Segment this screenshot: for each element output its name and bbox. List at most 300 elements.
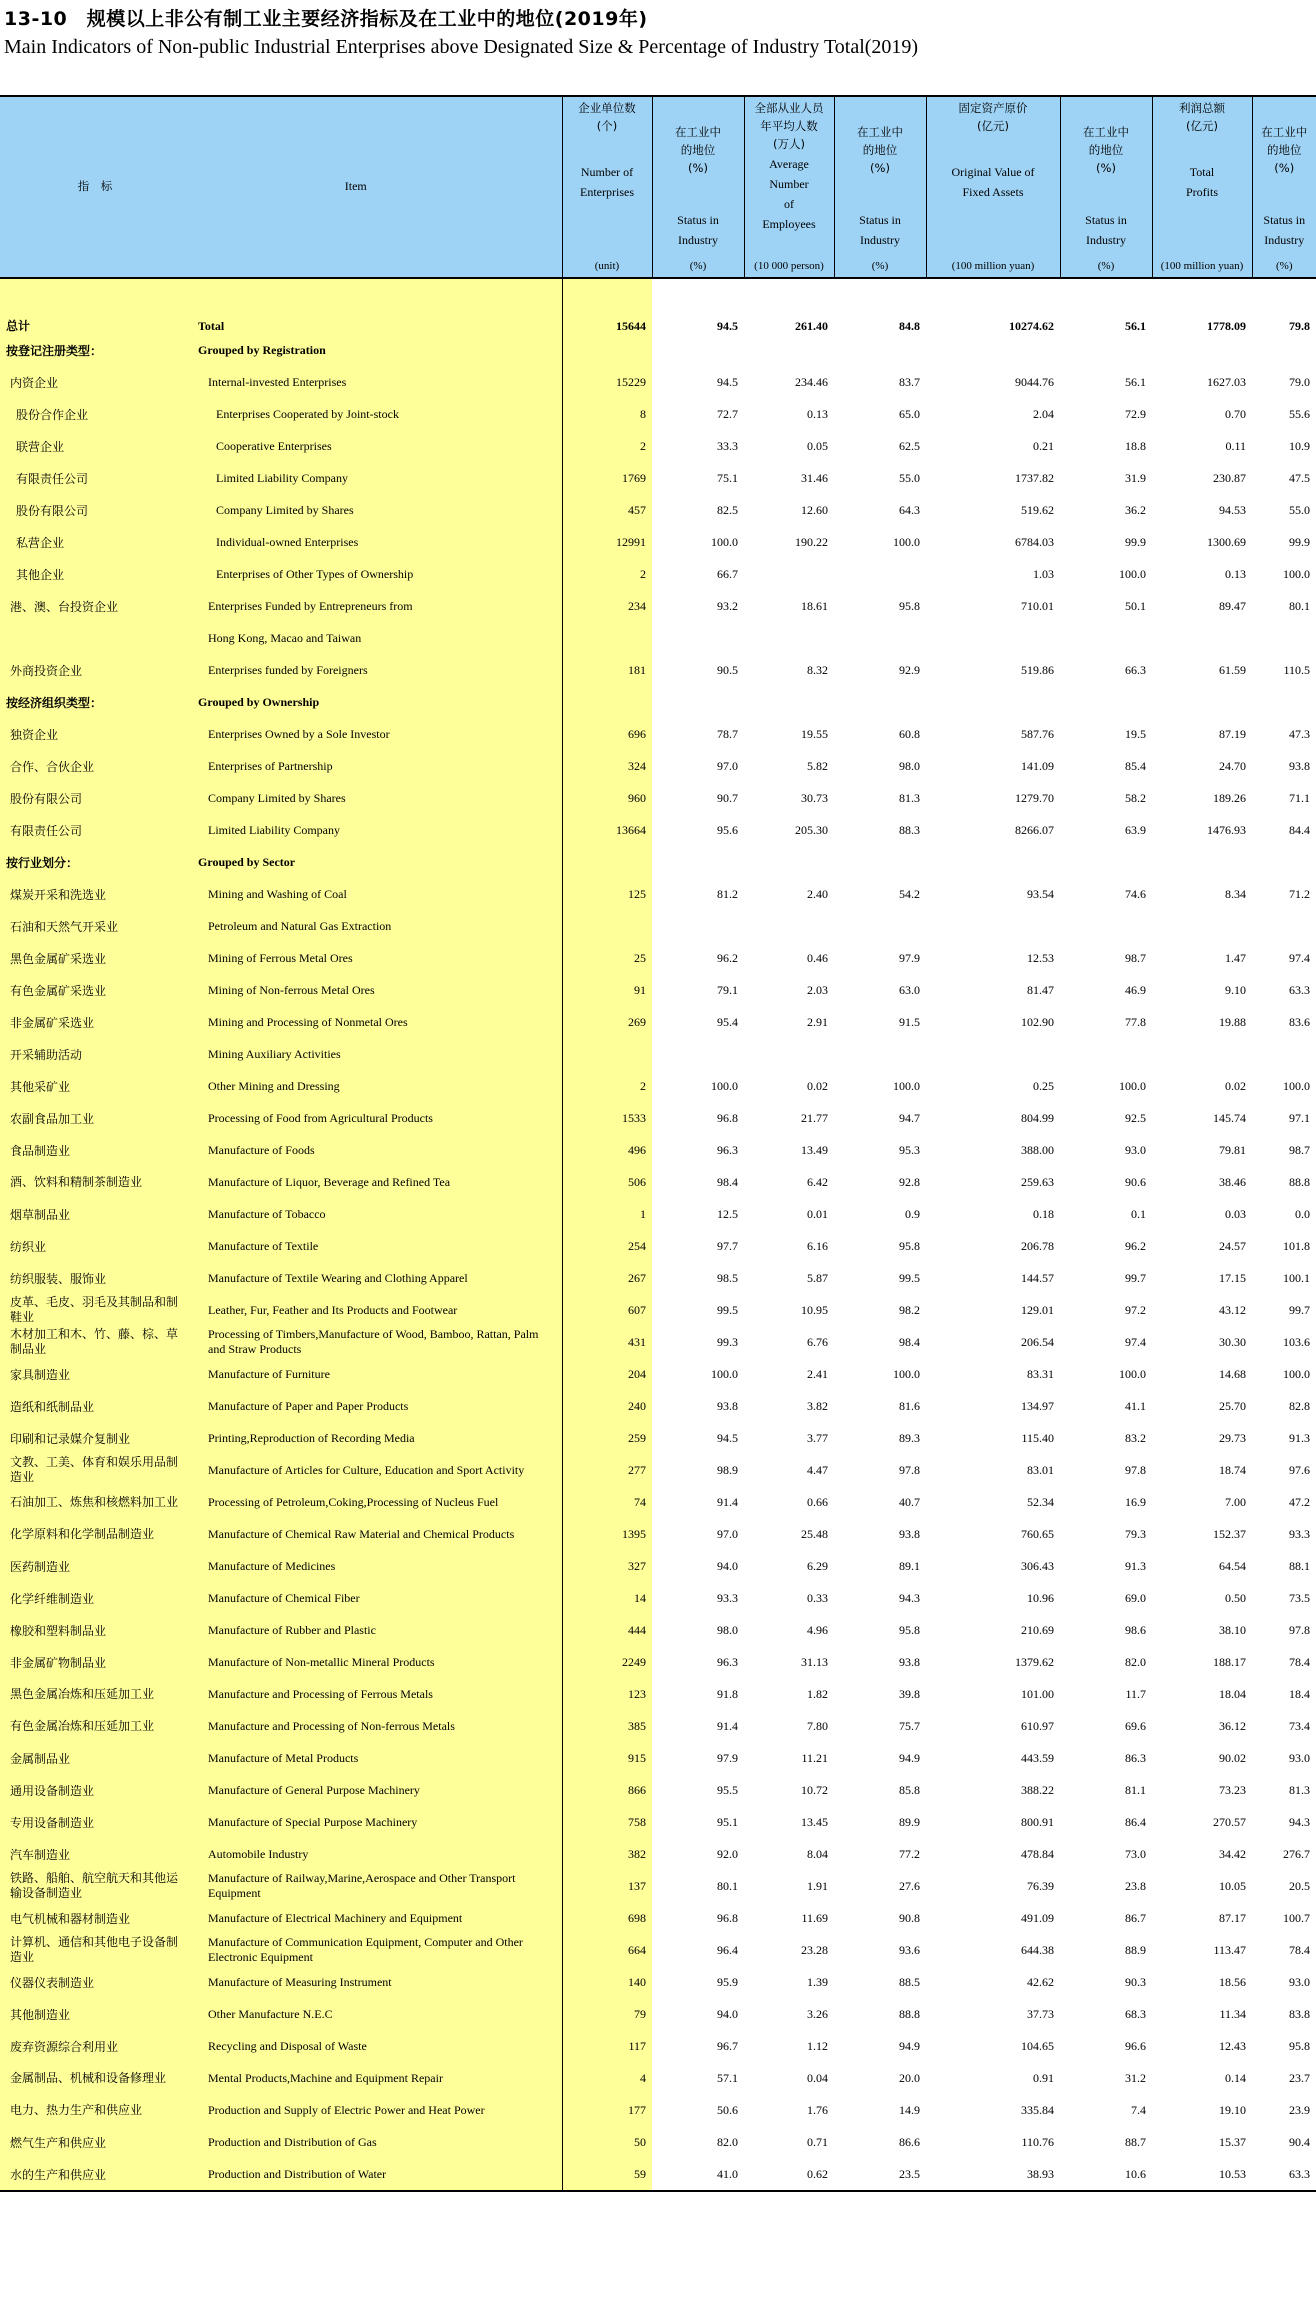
row-value-col1: 324 <box>562 750 652 782</box>
row-value-col3: 0.71 <box>744 2126 834 2158</box>
row-value-col3: 0.02 <box>744 1070 834 1102</box>
row-label-en: Manufacture and Processing of Non-ferrous Metals <box>190 1710 562 1742</box>
table-row <box>0 1102 1316 1134</box>
row-label-cn: 非金属矿物制品业 <box>0 1646 190 1678</box>
row-value-col8: 73.5 <box>1252 1582 1316 1614</box>
row-value-col8: 71.1 <box>1252 782 1316 814</box>
row-value-col5: 129.01 <box>926 1294 1060 1326</box>
header-col7-unit: (100 million yuan) <box>1160 260 1244 272</box>
row-value-col6 <box>1060 846 1152 878</box>
row-value-col3: 1.76 <box>744 2094 834 2126</box>
row-value-col3 <box>744 558 834 590</box>
table-row <box>0 654 1316 686</box>
row-value-col5: 587.76 <box>926 718 1060 750</box>
row-value-col1: 79 <box>562 1998 652 2030</box>
table-row <box>0 366 1316 398</box>
row-label-en: Manufacture of Paper and Paper Products <box>190 1390 562 1422</box>
table-row <box>0 430 1316 462</box>
row-label-en: Other Manufacture N.E.C <box>190 1998 562 2030</box>
row-value-col6: 72.9 <box>1060 398 1152 430</box>
row-value-col3: 11.69 <box>744 1902 834 1934</box>
row-value-col4: 97.9 <box>834 942 926 974</box>
row-label-cn: 汽车制造业 <box>0 1838 190 1870</box>
row-value-col4 <box>834 622 926 654</box>
row-value-col2: 90.7 <box>652 782 744 814</box>
table-row <box>0 334 1316 366</box>
row-value-col3: 6.16 <box>744 1230 834 1262</box>
row-value-col5: 388.22 <box>926 1774 1060 1806</box>
table-row <box>0 1262 1316 1294</box>
row-value-col8: 84.4 <box>1252 814 1316 846</box>
row-value-col2: 95.9 <box>652 1966 744 1998</box>
row-value-col7 <box>1152 334 1252 366</box>
row-value-col3: 234.46 <box>744 366 834 398</box>
row-value-col4: 23.5 <box>834 2158 926 2191</box>
row-value-col7: 10.05 <box>1152 1870 1252 1902</box>
header-col1-cn-line: 企业单位数 <box>578 101 636 115</box>
row-value-col8: 79.0 <box>1252 366 1316 398</box>
row-value-col3: 21.77 <box>744 1102 834 1134</box>
row-value-col3: 0.33 <box>744 1582 834 1614</box>
row-value-col5: 206.54 <box>926 1326 1060 1358</box>
table-body <box>0 278 1316 2191</box>
row-value-col5: 42.62 <box>926 1966 1060 1998</box>
row-label-cn: 计算机、通信和其他电子设备制造业 <box>0 1934 190 1966</box>
row-value-col1: 1 <box>562 1198 652 1230</box>
row-value-col1: 457 <box>562 494 652 526</box>
row-value-col3: 5.82 <box>744 750 834 782</box>
header-col4-cn-line: 在工业中 <box>857 125 903 139</box>
row-value-col3: 0.01 <box>744 1198 834 1230</box>
row-value-col7: 24.57 <box>1152 1230 1252 1262</box>
row-value-col7: 24.70 <box>1152 750 1252 782</box>
row-value-col5: 38.93 <box>926 2158 1060 2191</box>
header-col3-en-line: Employees <box>762 217 816 231</box>
row-label-en: Processing of Food from Agricultural Products <box>190 1102 562 1134</box>
table-row <box>0 1390 1316 1422</box>
row-value-col6: 99.7 <box>1060 1262 1152 1294</box>
row-value-col6: 58.2 <box>1060 782 1152 814</box>
row-value-col4: 100.0 <box>834 1070 926 1102</box>
row-value-col2 <box>652 622 744 654</box>
row-value-col7: 90.02 <box>1152 1742 1252 1774</box>
row-value-col6: 50.1 <box>1060 590 1152 622</box>
row-label-cn: 通用设备制造业 <box>0 1774 190 1806</box>
indicators-table <box>0 95 1316 2192</box>
row-label-en: Total <box>190 278 562 334</box>
row-value-col6 <box>1060 334 1152 366</box>
row-label-en: Manufacture of Chemical Raw Material and Chemical Products <box>190 1518 562 1550</box>
row-value-col5: 491.09 <box>926 1902 1060 1934</box>
table-title-cn: 13-10 规模以上非公有制工业主要经济指标及在工业中的地位(2019年) <box>4 8 648 30</box>
row-label-cn: 纺织业 <box>0 1230 190 1262</box>
table-row <box>0 1550 1316 1582</box>
row-value-col1: 1533 <box>562 1102 652 1134</box>
header-col7-cn-line: 利润总额 <box>1179 101 1225 115</box>
row-value-col2: 97.9 <box>652 1742 744 1774</box>
row-value-col8: 100.0 <box>1252 558 1316 590</box>
row-value-col5: 804.99 <box>926 1102 1060 1134</box>
row-label-en: Grouped by Ownership <box>190 686 562 718</box>
row-value-col5: 12.53 <box>926 942 1060 974</box>
row-value-col8: 23.7 <box>1252 2062 1316 2094</box>
table-title-en: Main Indicators of Non-public Industrial Enterprises above Designated Size & Percentage of Industry Total(2019) <box>4 36 919 58</box>
row-label-en: Manufacture of Furniture <box>190 1358 562 1390</box>
row-label-en: Mining Auxiliary Activities <box>190 1038 562 1070</box>
table-row <box>0 590 1316 622</box>
row-value-col8: 99.7 <box>1252 1294 1316 1326</box>
row-value-col6: 90.6 <box>1060 1166 1152 1198</box>
row-value-col4 <box>834 1038 926 1070</box>
row-value-col7: 1627.03 <box>1152 366 1252 398</box>
row-value-col2: 94.0 <box>652 1550 744 1582</box>
row-value-col5: 443.59 <box>926 1742 1060 1774</box>
row-value-col8: 23.9 <box>1252 2094 1316 2126</box>
row-value-col5 <box>926 686 1060 718</box>
row-value-col1: 15644 <box>562 278 652 334</box>
row-label-en: Manufacture of Communication Equipment, Computer and Other Electronic Equipment <box>190 1934 562 1966</box>
row-value-col4: 94.3 <box>834 1582 926 1614</box>
header-col8-en-line: Industry <box>1264 233 1305 247</box>
row-value-col7: 25.70 <box>1152 1390 1252 1422</box>
header-col2-en-line: Industry <box>678 233 718 247</box>
row-value-col6: 85.4 <box>1060 750 1152 782</box>
row-value-col6: 91.3 <box>1060 1550 1152 1582</box>
header-col1-unit: (unit) <box>594 260 620 272</box>
row-value-col8: 93.8 <box>1252 750 1316 782</box>
row-value-col6 <box>1060 1038 1152 1070</box>
row-value-col7: 0.02 <box>1152 1070 1252 1102</box>
row-value-col5: 644.38 <box>926 1934 1060 1966</box>
row-value-col3: 0.04 <box>744 2062 834 2094</box>
row-label-en: Manufacture of Chemical Fiber <box>190 1582 562 1614</box>
row-value-col3 <box>744 334 834 366</box>
table-row <box>0 2094 1316 2126</box>
row-value-col4: 39.8 <box>834 1678 926 1710</box>
row-value-col8: 276.7 <box>1252 1838 1316 1870</box>
row-value-col2: 97.0 <box>652 1518 744 1550</box>
row-value-col5: 206.78 <box>926 1230 1060 1262</box>
row-value-col7: 1778.09 <box>1152 278 1252 334</box>
header-col5-unit: (100 million yuan) <box>951 260 1035 272</box>
row-value-col5: 610.97 <box>926 1710 1060 1742</box>
header-col8-unit: (%) <box>1276 260 1293 272</box>
header-col3-en-line: Average <box>769 157 809 171</box>
row-value-col5: 93.54 <box>926 878 1060 910</box>
row-value-col2: 94.5 <box>652 1422 744 1454</box>
row-value-col7: 113.47 <box>1152 1934 1252 1966</box>
row-label-en: Mental Products,Machine and Equipment Repair <box>190 2062 562 2094</box>
row-value-col3 <box>744 686 834 718</box>
row-label-cn: 皮革、毛皮、羽毛及其制品和制鞋业 <box>0 1294 190 1326</box>
row-value-col3: 8.04 <box>744 1838 834 1870</box>
table-row <box>0 1070 1316 1102</box>
row-value-col7: 43.12 <box>1152 1294 1252 1326</box>
row-value-col1 <box>562 686 652 718</box>
row-label-cn: 私营企业 <box>0 526 190 558</box>
table-row <box>0 1614 1316 1646</box>
header-col-enterprises <box>562 96 652 278</box>
row-label-en: Production and Distribution of Gas <box>190 2126 562 2158</box>
header-col5-en-line: Original Value of <box>951 165 1035 179</box>
row-value-col4: 100.0 <box>834 1358 926 1390</box>
row-label-cn: 有限责任公司 <box>0 462 190 494</box>
row-label-cn: 有色金属冶炼和压延加工业 <box>0 1710 190 1742</box>
row-value-col4: 77.2 <box>834 1838 926 1870</box>
header-col5-cn-line: 固定资产原价 <box>958 101 1028 115</box>
row-value-col3: 0.66 <box>744 1486 834 1518</box>
row-label-cn: 按行业划分： <box>0 846 190 878</box>
row-value-col1: 177 <box>562 2094 652 2126</box>
header-col6-en-line: Status in <box>1085 213 1127 227</box>
row-value-col2 <box>652 334 744 366</box>
row-value-col7 <box>1152 910 1252 942</box>
row-value-col2: 57.1 <box>652 2062 744 2094</box>
row-value-col2: 98.5 <box>652 1262 744 1294</box>
row-value-col7: 94.53 <box>1152 494 1252 526</box>
row-value-col7: 145.74 <box>1152 1102 1252 1134</box>
row-label-en: Mining of Ferrous Metal Ores <box>190 942 562 974</box>
row-value-col7 <box>1152 622 1252 654</box>
row-label-cn: 黑色金属矿采选业 <box>0 942 190 974</box>
row-value-col3: 2.91 <box>744 1006 834 1038</box>
row-value-col1: 2249 <box>562 1646 652 1678</box>
row-value-col5: 760.65 <box>926 1518 1060 1550</box>
table-row <box>0 1838 1316 1870</box>
table-row <box>0 1038 1316 1070</box>
row-label-en: Individual-owned Enterprises <box>190 526 562 558</box>
row-label-en: Manufacture of Electrical Machinery and Equipment <box>190 1902 562 1934</box>
header-col3-cn-line: (万人) <box>773 137 805 151</box>
row-label-cn: 黑色金属冶炼和压延加工业 <box>0 1678 190 1710</box>
row-value-col1: 117 <box>562 2030 652 2062</box>
row-value-col6: 11.7 <box>1060 1678 1152 1710</box>
header-col3-en-line: Number <box>769 177 809 191</box>
row-label-cn: 金属制品、机械和设备修理业 <box>0 2062 190 2094</box>
row-value-col8 <box>1252 334 1316 366</box>
row-value-col8 <box>1252 686 1316 718</box>
row-value-col6: 56.1 <box>1060 366 1152 398</box>
row-value-col1: 254 <box>562 1230 652 1262</box>
row-value-col7: 0.03 <box>1152 1198 1252 1230</box>
row-value-col2: 93.8 <box>652 1390 744 1422</box>
row-value-col8: 10.9 <box>1252 430 1316 462</box>
row-label-en: Internal-invested Enterprises <box>190 366 562 398</box>
row-value-col7: 29.73 <box>1152 1422 1252 1454</box>
row-label-en: Leather, Fur, Feather and Its Products and Footwear <box>190 1294 562 1326</box>
row-value-col4 <box>834 334 926 366</box>
row-value-col1: 496 <box>562 1134 652 1166</box>
row-value-col5: 478.84 <box>926 1838 1060 1870</box>
row-value-col5 <box>926 910 1060 942</box>
row-value-col3: 12.60 <box>744 494 834 526</box>
row-value-col8: 55.6 <box>1252 398 1316 430</box>
row-value-col6: 69.6 <box>1060 1710 1152 1742</box>
row-value-col2 <box>652 686 744 718</box>
row-value-col2: 95.6 <box>652 814 744 846</box>
row-label-cn: 电气机械和器材制造业 <box>0 1902 190 1934</box>
row-value-col1: 506 <box>562 1166 652 1198</box>
row-value-col4: 91.5 <box>834 1006 926 1038</box>
row-label-cn: 合作、合伙企业 <box>0 750 190 782</box>
row-value-col8 <box>1252 1038 1316 1070</box>
table-row <box>0 1518 1316 1550</box>
row-value-col6: 41.1 <box>1060 1390 1152 1422</box>
row-value-col6: 93.0 <box>1060 1134 1152 1166</box>
row-value-col2 <box>652 1038 744 1070</box>
row-value-col5: 6784.03 <box>926 526 1060 558</box>
row-value-col2 <box>652 910 744 942</box>
row-value-col8: 93.0 <box>1252 1966 1316 1998</box>
header-indicator-cn-text: 指 标 <box>77 179 113 193</box>
table-row <box>0 1966 1316 1998</box>
row-label-en: Printing,Reproduction of Recording Media <box>190 1422 562 1454</box>
row-value-col5: 1.03 <box>926 558 1060 590</box>
row-value-col5: 335.84 <box>926 2094 1060 2126</box>
table-row <box>0 398 1316 430</box>
row-value-col1: 25 <box>562 942 652 974</box>
row-value-col1: 1395 <box>562 1518 652 1550</box>
row-value-col1: 12991 <box>562 526 652 558</box>
table-row <box>0 1902 1316 1934</box>
table-row <box>0 278 1316 334</box>
row-value-col4: 97.8 <box>834 1454 926 1486</box>
row-value-col7: 15.37 <box>1152 2126 1252 2158</box>
row-value-col8: 55.0 <box>1252 494 1316 526</box>
row-value-col2: 100.0 <box>652 526 744 558</box>
row-value-col8: 88.1 <box>1252 1550 1316 1582</box>
row-value-col4: 92.9 <box>834 654 926 686</box>
row-value-col4: 94.9 <box>834 2030 926 2062</box>
row-label-en: Manufacture of Special Purpose Machinery <box>190 1806 562 1838</box>
row-value-col6: 99.9 <box>1060 526 1152 558</box>
row-value-col2: 82.0 <box>652 2126 744 2158</box>
row-value-col5: 110.76 <box>926 2126 1060 2158</box>
row-value-col3: 23.28 <box>744 1934 834 1966</box>
row-label-en: Limited Liability Company <box>190 462 562 494</box>
row-value-col2: 99.5 <box>652 1294 744 1326</box>
row-value-col4: 94.7 <box>834 1102 926 1134</box>
row-value-col1 <box>562 622 652 654</box>
row-value-col8: 78.4 <box>1252 1646 1316 1678</box>
row-value-col2: 72.7 <box>652 398 744 430</box>
row-value-col3: 3.82 <box>744 1390 834 1422</box>
row-value-col6 <box>1060 686 1152 718</box>
row-value-col2: 98.0 <box>652 1614 744 1646</box>
header-col6-cn-line: 的地位 <box>1088 143 1124 157</box>
row-value-col1: 204 <box>562 1358 652 1390</box>
row-value-col8: 78.4 <box>1252 1934 1316 1966</box>
row-value-col2 <box>652 846 744 878</box>
table-row <box>0 1998 1316 2030</box>
row-value-col6: 97.4 <box>1060 1326 1152 1358</box>
row-value-col3: 2.41 <box>744 1358 834 1390</box>
table-row <box>0 1230 1316 1262</box>
row-value-col7: 73.23 <box>1152 1774 1252 1806</box>
row-value-col4 <box>834 910 926 942</box>
row-label-en: Manufacture of Measuring Instrument <box>190 1966 562 1998</box>
row-value-col3: 31.13 <box>744 1646 834 1678</box>
row-value-col6: 7.4 <box>1060 2094 1152 2126</box>
row-label-en: Manufacture of Tobacco <box>190 1198 562 1230</box>
row-value-col5: 259.63 <box>926 1166 1060 1198</box>
row-value-col2: 33.3 <box>652 430 744 462</box>
row-label-cn: 其他制造业 <box>0 1998 190 2030</box>
row-label-cn: 专用设备制造业 <box>0 1806 190 1838</box>
row-value-col3: 8.32 <box>744 654 834 686</box>
row-value-col8: 20.5 <box>1252 1870 1316 1902</box>
row-value-col7: 0.14 <box>1152 2062 1252 2094</box>
row-label-en: Enterprises Owned by a Sole Investor <box>190 718 562 750</box>
row-value-col1: 327 <box>562 1550 652 1582</box>
row-value-col8: 47.5 <box>1252 462 1316 494</box>
row-value-col8: 0.0 <box>1252 1198 1316 1230</box>
row-value-col1: 8 <box>562 398 652 430</box>
row-value-col3: 7.80 <box>744 1710 834 1742</box>
row-value-col7: 38.46 <box>1152 1166 1252 1198</box>
row-value-col3 <box>744 846 834 878</box>
row-value-col4 <box>834 558 926 590</box>
row-value-col2: 81.2 <box>652 878 744 910</box>
row-label-cn: 印刷和记录媒介复制业 <box>0 1422 190 1454</box>
table-row <box>0 1006 1316 1038</box>
row-label-cn: 石油加工、炼焦和核燃料加工业 <box>0 1486 190 1518</box>
table-row <box>0 1582 1316 1614</box>
row-label-cn: 非金属矿采选业 <box>0 1006 190 1038</box>
row-value-col3: 2.03 <box>744 974 834 1006</box>
row-value-col7: 9.10 <box>1152 974 1252 1006</box>
header-col-profits <box>1152 96 1252 278</box>
row-value-col8: 100.0 <box>1252 1070 1316 1102</box>
row-value-col6: 90.3 <box>1060 1966 1152 1998</box>
row-value-col4: 75.7 <box>834 1710 926 1742</box>
row-label-cn: 造纸和纸制品业 <box>0 1390 190 1422</box>
header-col1-cn-line: (个) <box>596 119 618 133</box>
table-row <box>0 2062 1316 2094</box>
table-row <box>0 686 1316 718</box>
row-value-col6: 86.7 <box>1060 1902 1152 1934</box>
header-col3-cn-line: 全部从业人员 <box>754 101 824 115</box>
row-value-col3: 30.73 <box>744 782 834 814</box>
header-item-en-text: Item <box>344 179 367 193</box>
row-label-en: Enterprises funded by Foreigners <box>190 654 562 686</box>
row-value-col6: 100.0 <box>1060 1358 1152 1390</box>
row-label-en: Recycling and Disposal of Waste <box>190 2030 562 2062</box>
row-value-col3: 0.13 <box>744 398 834 430</box>
row-value-col1: 234 <box>562 590 652 622</box>
row-value-col6: 31.2 <box>1060 2062 1152 2094</box>
row-value-col4: 54.2 <box>834 878 926 910</box>
row-value-col3: 10.95 <box>744 1294 834 1326</box>
row-value-col2: 95.4 <box>652 1006 744 1038</box>
row-value-col8: 83.6 <box>1252 1006 1316 1038</box>
row-label-en: Enterprises of Partnership <box>190 750 562 782</box>
row-label-cn: 股份有限公司 <box>0 782 190 814</box>
row-value-col5: 710.01 <box>926 590 1060 622</box>
row-value-col4: 94.9 <box>834 1742 926 1774</box>
row-value-col2: 96.4 <box>652 1934 744 1966</box>
header-col1-en-line: Number of <box>580 165 634 179</box>
header-col2-cn-line: 的地位 <box>680 143 716 157</box>
table-row <box>0 1294 1316 1326</box>
row-value-col2: 78.7 <box>652 718 744 750</box>
row-value-col7: 0.50 <box>1152 1582 1252 1614</box>
row-value-col3: 5.87 <box>744 1262 834 1294</box>
row-value-col5: 10274.62 <box>926 278 1060 334</box>
row-label-cn: 水的生产和供应业 <box>0 2158 190 2191</box>
table-row <box>0 878 1316 910</box>
row-value-col6: 23.8 <box>1060 1870 1152 1902</box>
